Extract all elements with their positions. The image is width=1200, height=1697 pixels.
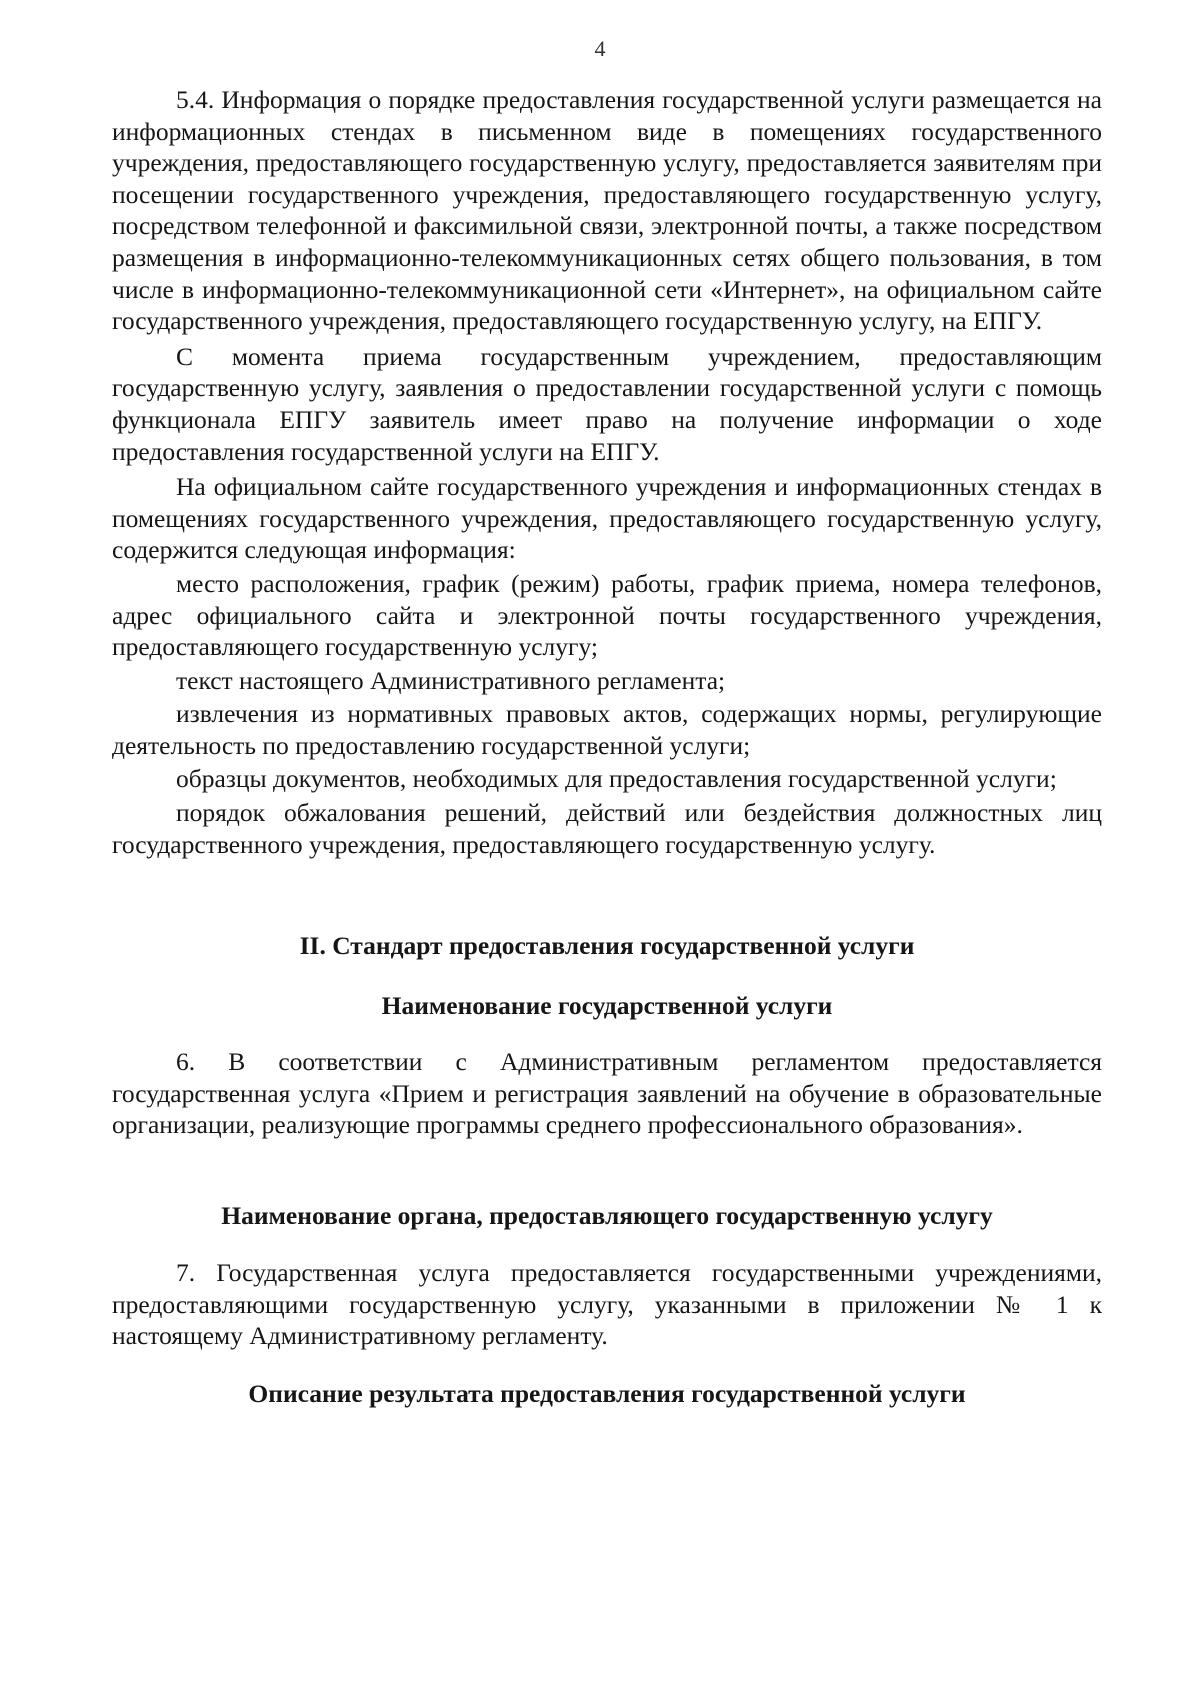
subsection-title-result: Описание результата предоставления государственной услуги [248,1379,966,1408]
section-5-4-body [112,84,1102,862]
list-item: место расположения, график (режим) работы, график приема, номера телефонов, адрес официального сайта и электронной почты государственного учреждения, предоставляющего государственную услугу; [112,568,1102,662]
subsection-title-service-name: Наименование государственной услуги [381,991,833,1020]
list-item: порядок обжалования решений, действий или бездействия должностных лиц государственного учреждения, предоставляющего государственную услугу. [112,798,1102,859]
paragraph-6-block [112,1046,1102,1145]
paragraph-6: 6. В соответствии с Административным регламентом предоставляется государственная услуга «Прием и регистрация заявлений на обучение в образовательные организации, реализующие программы среднего профессионального образования». [112,1047,1102,1140]
subsection-title-authority: Наименование органа, предоставляющего государственную услугу [221,1201,993,1230]
list-item: образцы документов, необходимых для предоставления государственной услуги; [176,764,1057,794]
paragraph-5-4: 5.4. Информация о порядке предоставления государственной услуги размещается на информационных стендах в письменном виде в помещениях государственного учреждения, предоставляющего государственную услугу, предоставляется заявителям при посещении государственного учреждения, предоставляющего государственную услугу, посредством телефонной и факсимильной связи, электронной почты, а также посредством размещения в информационно-телекоммуникационных сетях общего пользования, в том числе в информационно-телекоммуникационной сети «Интернет», на официальном сайте государственного учреждения, предоставляющего государственную услугу, на ЕПГУ. [112,85,1102,336]
paragraph-7-block [112,1257,1102,1356]
paragraph-epgu-status: С момента приема государственным учреждением, предоставляющим государственную услугу, заявления о предоставлении государственной услуги с помощь функционала ЕПГУ заявитель имеет право на получение информации о ходе предоставления государственной услуги на ЕПГУ. [112,341,1102,466]
section-title: II. Стандарт предоставления государственной услуги [299,931,915,960]
list-item: текст настоящего Административного регламента; [176,665,726,695]
paragraph-site-info: На официальном сайте государственного учреждения и информационных стендах в помещениях государственного учреждения, предоставляющего государственную услугу, содержится следующая информация: [112,472,1102,565]
page-number: 4 [594,36,606,61]
list-item: извлечения из нормативных правовых актов, содержащих нормы, регулирующие деятельность по предоставлению государственной услуги; [112,699,1102,760]
paragraph-7: 7. Государственная услуга предоставляется государственными учреждениями, предоставляющими государственную услугу, указанными в приложении № 1 к настоящему Административному регламенту. [112,1258,1102,1351]
